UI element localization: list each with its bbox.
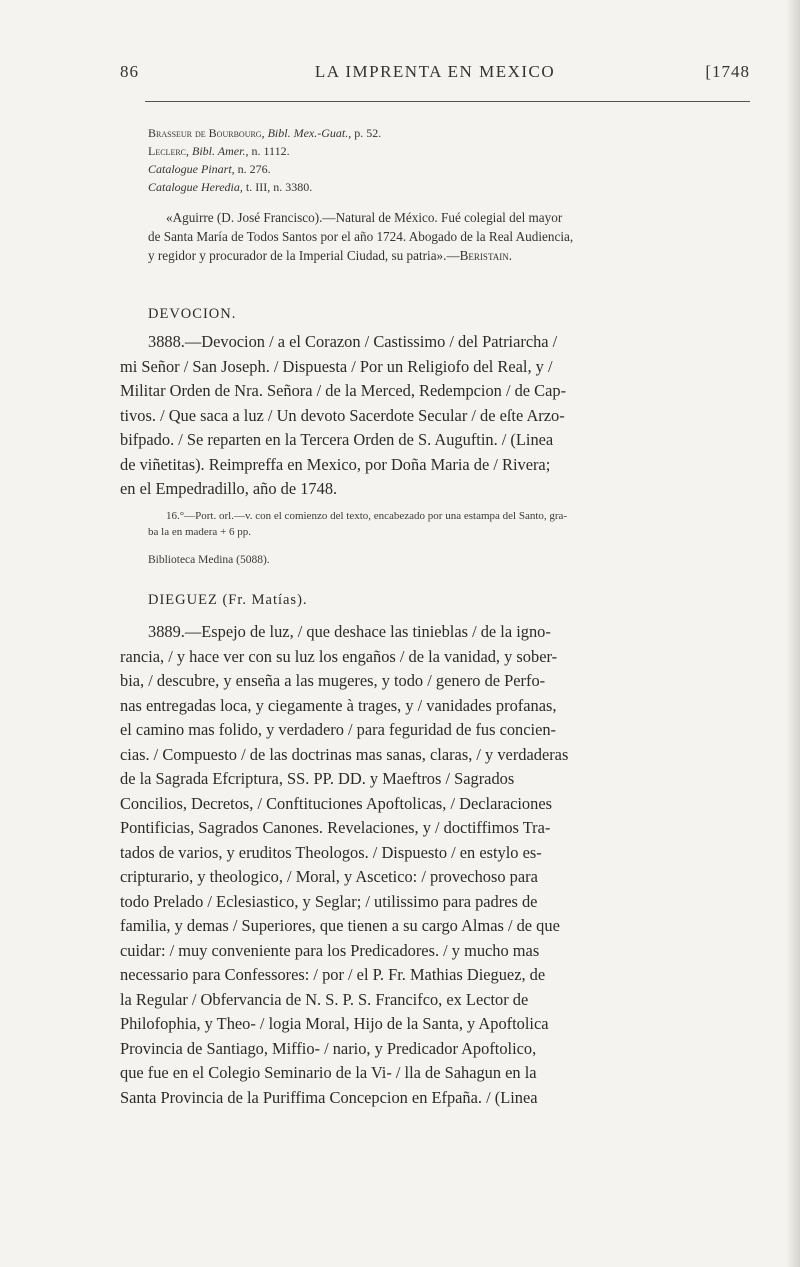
- page-edge-shadow: [786, 0, 800, 1267]
- page-number: 86: [120, 62, 139, 81]
- header-rule: [145, 101, 750, 102]
- quote-line: «Aguirre (D. José Francisco).—Natural de México. Fué colegial del mayor: [166, 210, 563, 225]
- quote-attribution: Beristain.: [459, 248, 513, 263]
- entry-3889: [120, 620, 752, 1110]
- entry-line: 3888.—Devocion / a el Corazon / Castissimo / del Patriarcha /: [148, 332, 558, 351]
- entry-line: Philofophia, y Theo- / logia Moral, Hijo de la Santa, y Apoftolica: [120, 1014, 549, 1033]
- entry-line: 3889.—Espejo de luz, / que deshace las tinieblas / de la igno-: [148, 622, 551, 641]
- entry-line: familia, y demas / Superiores, que tienen a su cargo Almas / de que: [120, 916, 560, 935]
- quote-line: de Santa María de Todos Santos por el año 1724. Abogado de la Real Audiencia,: [148, 229, 574, 244]
- entry-line: necessario para Confessores: / por / el P. Fr. Mathias Dieguez, de: [120, 965, 546, 984]
- entry-line: bia, / descubre, y enseña a las mugeres, y todo / genero de Perfo-: [120, 671, 546, 690]
- entry-line: de viñetitas). Reimpreffa en Mexico, por Doña Maria de / Rivera;: [120, 454, 551, 474]
- section-heading-dieguez: DIEGUEZ (Fr. Matías).: [148, 592, 308, 608]
- entry-line: de la Sagrada Efcriptura, SS. PP. DD. y Maeftros / Sagrados: [120, 769, 515, 788]
- entry-line: Santa Provincia de la Puriffima Concepcion en Efpaña. / (Linea: [120, 1087, 538, 1107]
- section-heading-devocion: DEVOCION.: [148, 306, 237, 322]
- quote-line: y regidor y procurador de la Imperial Ciudad, su patria».—Beristain.: [148, 248, 513, 263]
- entry-line: todo Prelado / Eclesiastico, y Seglar; / utilissimo para padres de: [120, 891, 538, 911]
- entry-line: Provincia de Santiago, Miffio- / nario, y Predicador Apoftolico,: [120, 1038, 537, 1058]
- entry-line: mi Señor / San Joseph. / Dispuesta / Por un Religiofo del Real, y /: [120, 356, 553, 376]
- library-reference: Biblioteca Medina (5088).: [148, 554, 270, 566]
- running-header: [120, 62, 750, 88]
- entry-line: cripturario, y theologico, / Moral, y Ascetico: / provechoso para: [120, 867, 538, 886]
- entry-line: bifpado. / Se reparten en la Tercera Orden de S. Auguftin. / (Linea: [120, 430, 554, 449]
- entry-line: cuidar: / muy conveniente para los Predicadores. / y mucho mas: [120, 940, 540, 960]
- entry-line: nas entregadas loca, y ciegamente à trages, y / vanidades profanas,: [120, 695, 557, 715]
- entry-line: en el Empedradillo, año de 1748.: [120, 479, 338, 498]
- entry-line: cias. / Compuesto / de las doctrinas mas sanas, claras, / y verdaderas: [120, 744, 569, 764]
- reference-list: [148, 124, 748, 196]
- entry-line: tados de varios, y eruditos Theologos. / Dispuesto / en estylo es-: [120, 842, 542, 862]
- entry-line: la Regular / Obfervancia de N. S. P. S. Francifco, ex Lector de: [120, 989, 529, 1009]
- entry-3888-notes: [148, 508, 748, 540]
- running-title: LA IMPRENTA EN MEXICO: [314, 62, 556, 81]
- entry-line: tivos. / Que saca a luz / Un devoto Sacerdote Secular / de eſte Arzo-: [120, 405, 565, 425]
- entry-line: rancia, / y hace ver con su luz los engaños / de la vanidad, y sober-: [120, 646, 558, 666]
- reference-line: Catalogue Heredia, t. III, n. 3380.: [148, 180, 313, 194]
- biographical-quote: [148, 208, 748, 265]
- entry-line: que fue en el Colegio Seminario de la Vi- / lla de Sahagun en la: [120, 1063, 537, 1082]
- note-line: 16.°—Port. orl.—v. con el comienzo del texto, encabezado por una estampa del Santo, gra-: [166, 510, 568, 522]
- reference-line: Catalogue Pinart, n. 276.: [148, 162, 271, 176]
- entry-line: Concilios, Decretos, / Conftituciones Apoftolicas, / Declaraciones: [120, 793, 552, 813]
- year-range: [1748: [705, 62, 750, 81]
- entry-3888: [120, 330, 752, 502]
- reference-line: Brasseur de Bourbourg, Bibl. Mex.-Guat., p. 52.: [148, 126, 382, 140]
- reference-line: Leclerc, Bibl. Amer., n. 1112.: [148, 144, 290, 158]
- entry-line: el camino mas folido, y verdadero / para feguridad de fus concien-: [120, 720, 557, 739]
- entry-line: Militar Orden de Nra. Señora / de la Merced, Redempcion / de Cap-: [120, 381, 567, 400]
- note-line: ba la en madera + 6 pp.: [148, 526, 252, 538]
- entry-line: Pontificias, Sagrados Canones. Revelaciones, y / doctiffimos Tra-: [120, 818, 551, 837]
